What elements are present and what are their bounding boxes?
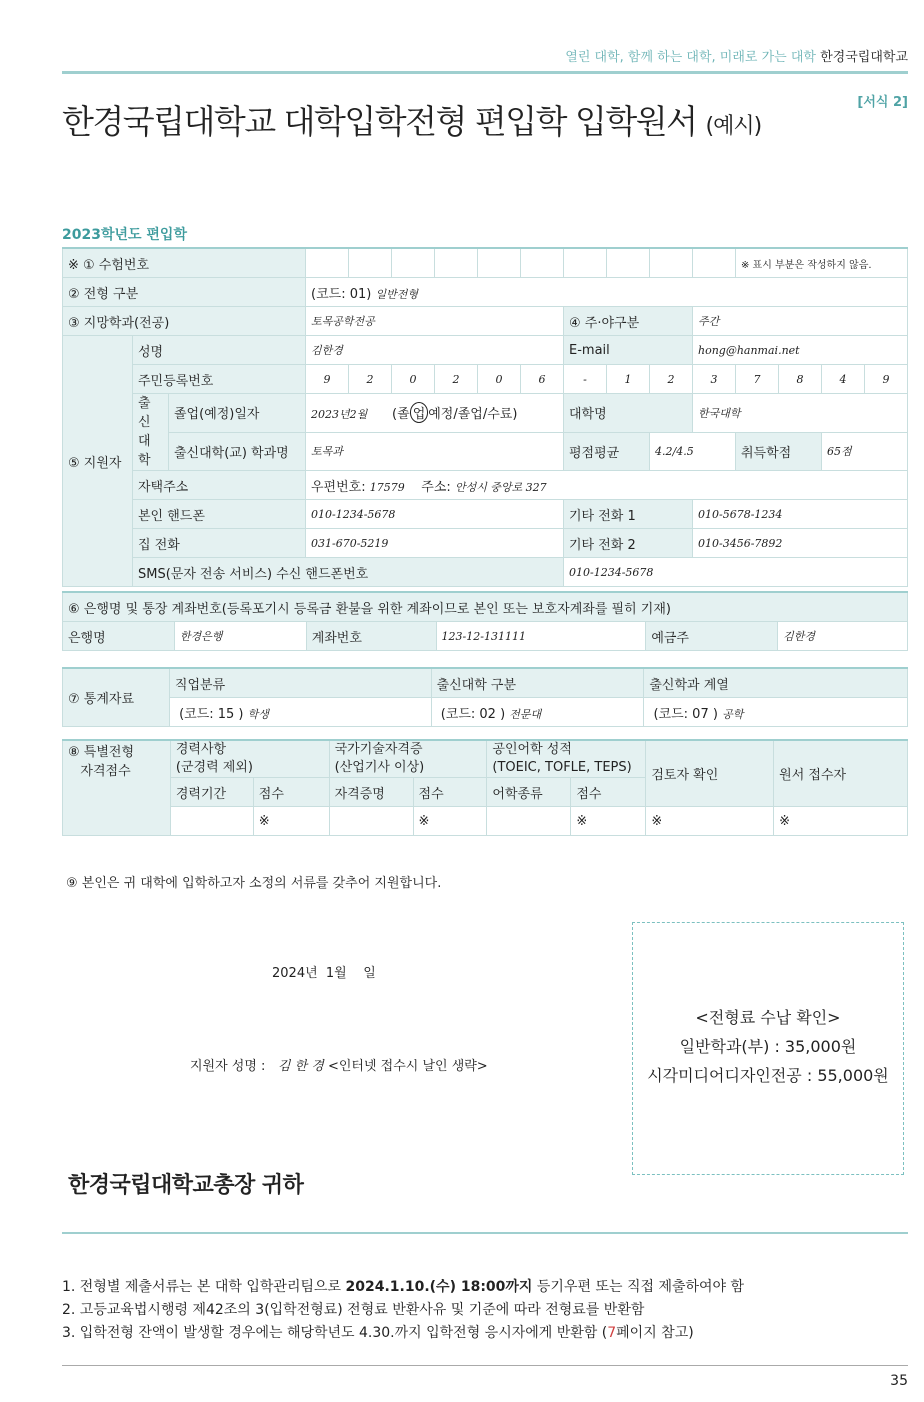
special-label: ⑧ 특별전형 자격점수	[63, 740, 171, 836]
slogan: 열린 대학, 함께 하는 대학, 미래로 가는 대학 한경국립대학교	[565, 50, 908, 65]
bank-field[interactable]: 한경은행	[174, 622, 306, 651]
etc-phone1-field[interactable]: 010-5678-1234	[693, 500, 908, 529]
receiver-mark: ※	[774, 807, 908, 836]
rrn-digit[interactable]: 6	[521, 365, 564, 394]
reviewer-mark: ※	[646, 807, 774, 836]
bank-title: ⑥ 은행명 및 통장 계좌번호(등록포기시 등록금 환불을 위한 계좌이므로 본인 또는 보호자계좌를 필히 기재)	[63, 592, 908, 622]
rrn-digit[interactable]: 4	[822, 365, 865, 394]
signature[interactable]: 김 한 경	[277, 1059, 324, 1074]
rrn-digit[interactable]: 1	[607, 365, 650, 394]
section-title: 2023학년도 편입학	[62, 227, 187, 243]
rrn-digit[interactable]: 3	[693, 365, 736, 394]
rrn-digit[interactable]: -	[564, 365, 607, 394]
stats-table	[62, 667, 908, 727]
dept-field[interactable]: 토목공학전공	[306, 307, 564, 336]
gpa-label: 평점평균	[564, 432, 650, 471]
univ-field[interactable]: 한국대학	[693, 394, 908, 433]
daynight-label: ④ 주·야구분	[564, 307, 693, 336]
score-mark: ※	[413, 807, 487, 836]
note-item: 2. 고등교육법시행령 제42조의 3(입학전형료) 전형료 반환사유 및 기준에 따라 전형료를 반환함	[62, 1302, 645, 1318]
fee-line: 일반학과(부) : 35,000원	[679, 1037, 857, 1056]
rrn-digit[interactable]: 7	[736, 365, 779, 394]
footer-divider	[62, 1365, 908, 1366]
sms-field[interactable]: 010-1234-5678	[564, 558, 908, 587]
origin-label: 출신 대학	[133, 394, 169, 471]
cert-header: 국가기술자격증 (산업기사 이상)	[329, 740, 487, 778]
receiver-label: 원서 접수자	[774, 740, 908, 807]
declaration: ⑨ 본인은 귀 대학에 입학하고자 소정의 서류를 갖추어 지원합니다.	[66, 876, 442, 891]
address-field[interactable]: 우편번호: 17579 주소: 안성시 중앙로 327	[306, 471, 908, 500]
univ-type-field[interactable]: (코드: 02 ) 전문대	[431, 698, 644, 727]
home-phone-field[interactable]: 031-670-5219	[306, 529, 564, 558]
holder-field[interactable]: 김한경	[778, 622, 908, 651]
lang-header: 공인어학 성적 (TOEIC, TOFLE, TEPS)	[487, 740, 646, 778]
account-label: 계좌번호	[306, 622, 436, 651]
notes	[62, 1276, 744, 1345]
major-label: 출신대학(교) 학과명	[169, 432, 306, 471]
score-mark: ※	[571, 807, 646, 836]
rrn-digit[interactable]: 0	[478, 365, 521, 394]
rrn-label: 주민등록번호	[133, 365, 306, 394]
rrn-digit[interactable]: 8	[779, 365, 822, 394]
rrn-digit[interactable]: 2	[349, 365, 392, 394]
credit-label: 취득학점	[736, 432, 822, 471]
reviewer-label: 검토자 확인	[646, 740, 774, 807]
score-label: 점수	[571, 778, 646, 807]
name-label: 성명	[133, 336, 306, 365]
signature-line: 지원자 성명 : 김 한 경 <인터넷 접수시 날인 생략>	[190, 1059, 488, 1074]
career-period-field[interactable]	[170, 807, 253, 836]
credit-field[interactable]: 65점	[822, 432, 908, 471]
addressee: 한경국립대학교총장 귀하	[68, 1173, 304, 1198]
address-label: 자택주소	[133, 471, 306, 500]
rrn-digit[interactable]: 2	[435, 365, 478, 394]
page-number: 35	[890, 1373, 908, 1389]
rrn-digit[interactable]: 0	[392, 365, 435, 394]
rrn-digit[interactable]: 2	[650, 365, 693, 394]
note-item: 3. 입학전형 잔액이 발생할 경우에는 해당학년도 4.30.까지 입학전형 응시자에게 반환함 (7페이지 참고)	[62, 1325, 694, 1341]
job-field[interactable]: (코드: 15 ) 학생	[169, 698, 431, 727]
grad-field[interactable]: 2023년2월 (졸 업 예정/졸업/수료)	[306, 394, 564, 433]
dept-label: ③ 지망학과(전공)	[63, 307, 306, 336]
name-field[interactable]: 김한경	[306, 336, 564, 365]
application-date: 2024년 1월 일	[272, 966, 376, 981]
lang-type-field[interactable]	[487, 807, 571, 836]
grad-label: 졸업(예정)일자	[169, 394, 306, 433]
score-mark: ※	[253, 807, 329, 836]
career-period-label: 경력기간	[170, 778, 253, 807]
page-title: 한경국립대학교 대학입학전형 편입학 입학원서 (예시)	[62, 102, 762, 141]
holder-label: 예금주	[646, 622, 778, 651]
applicant-table	[62, 247, 908, 587]
fee-title: <전형료 수납 확인>	[695, 1008, 841, 1027]
rrn-digit[interactable]: 9	[306, 365, 349, 394]
job-label: 직업분류	[169, 668, 431, 698]
gpa-field[interactable]: 4.2/4.5	[650, 432, 736, 471]
sms-label: SMS(문자 전송 서비스) 수신 핸드폰번호	[133, 558, 564, 587]
score-label: 점수	[413, 778, 487, 807]
score-label: 점수	[253, 778, 329, 807]
special-table	[62, 739, 908, 836]
fee-confirmation-box	[632, 922, 904, 1175]
univ-type-label: 출신대학 구분	[431, 668, 644, 698]
cert-name-field[interactable]	[329, 807, 413, 836]
form-number: [서식 2]	[857, 95, 908, 110]
top-divider	[62, 71, 908, 74]
account-field[interactable]: 123-12-131111	[436, 622, 646, 651]
type-field[interactable]: (코드: 01) 일반전형	[306, 278, 908, 307]
exam-number-label: ※ ① 수험번호	[63, 248, 306, 278]
mobile-field[interactable]: 010-1234-5678	[306, 500, 564, 529]
fee-line: 시각미디어디자인전공 : 55,000원	[647, 1066, 889, 1085]
bank-table	[62, 591, 908, 651]
major-type-label: 출신학과 계열	[644, 668, 908, 698]
daynight-field[interactable]: 주간	[693, 307, 908, 336]
major-type-field[interactable]: (코드: 07 ) 공학	[644, 698, 908, 727]
divider	[62, 1232, 908, 1234]
grad-status-circle: 업	[410, 402, 429, 423]
career-header: 경력사항 (군경력 제외)	[170, 740, 329, 778]
lang-type-label: 어학종류	[487, 778, 571, 807]
mobile-label: 본인 핸드폰	[133, 500, 306, 529]
etc-phone2-field[interactable]: 010-3456-7892	[693, 529, 908, 558]
etc-phone1-label: 기타 전화 1	[564, 500, 693, 529]
exam-note: ※ 표시 부분은 작성하지 않음.	[736, 248, 908, 278]
etc-phone2-label: 기타 전화 2	[564, 529, 693, 558]
stats-label: ⑦ 통계자료	[63, 668, 170, 727]
type-label: ② 전형 구분	[63, 278, 306, 307]
note-item: 1. 전형별 제출서류는 본 대학 입학관리팀으로 2024.1.10.(수) 18:00까지 등기우편 또는 직접 제출하여야 함	[62, 1279, 745, 1295]
email-label: E-mail	[564, 336, 693, 365]
email-field[interactable]: hong@hanmai.net	[693, 336, 908, 365]
home-phone-label: 집 전화	[133, 529, 306, 558]
cert-name-label: 자격증명	[329, 778, 413, 807]
applicant-label: ⑤ 지원자	[63, 336, 133, 587]
major-field[interactable]: 토목과	[306, 432, 564, 471]
bank-label: 은행명	[63, 622, 175, 651]
univ-label: 대학명	[564, 394, 693, 433]
rrn-digit[interactable]: 9	[865, 365, 908, 394]
